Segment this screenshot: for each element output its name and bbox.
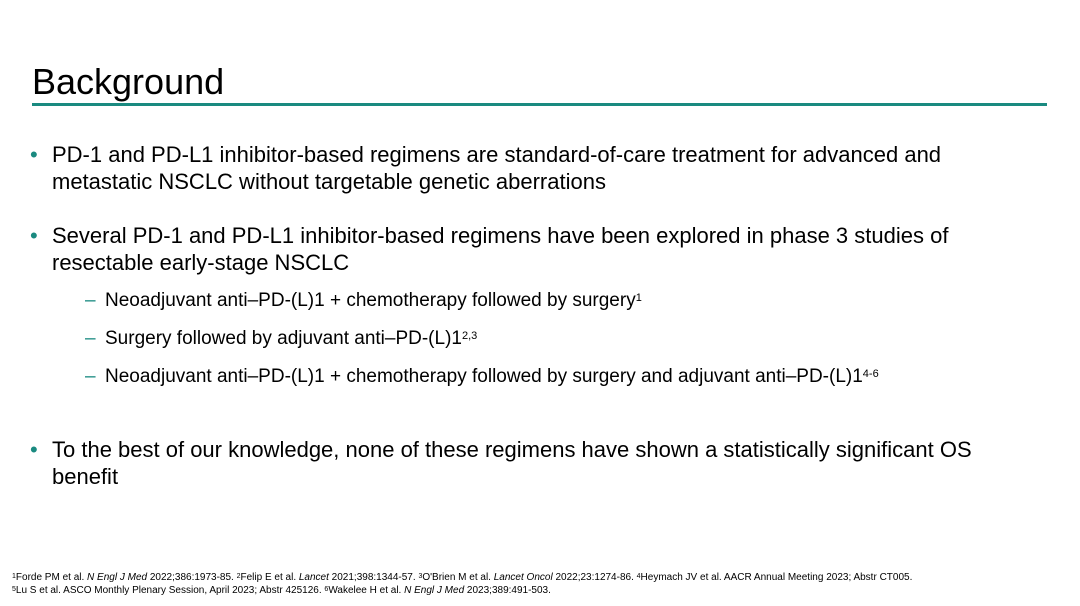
- citation-sup: 1: [635, 292, 642, 304]
- dash-icon: –: [85, 366, 96, 387]
- bullet-3: [30, 436, 1030, 490]
- dash-icon: –: [85, 290, 96, 311]
- sub-bullet-1: [85, 289, 1045, 313]
- footnote-ref: $^3$O'Brien M et al. Lancet Oncol 2022;23:1274-86.: [418, 572, 637, 583]
- sub-bullet-3: [85, 365, 1045, 389]
- bullet-dot-icon: •: [30, 142, 38, 167]
- sub-bullet-2: [85, 327, 1045, 351]
- bullet-dot-icon: •: [30, 223, 38, 248]
- bullet-text: PD-1 and PD-L1 inhibitor-based regimens are standard-of-care treatment for advanced and metastatic NSCLC without targetable genetic aberrations: [52, 142, 942, 194]
- footnote-ref: $^5$Lu S et al. ASCO Monthly Plenary Session, April 2023; Abstr 425126.: [12, 585, 325, 596]
- footnote-ref: $^6$Wakelee H et al. N Engl J Med 2023;389:491-503.: [324, 585, 551, 596]
- bullet-2: [30, 222, 1030, 276]
- citation-sup: 2,3: [461, 330, 478, 342]
- title-divider: [32, 103, 1047, 106]
- dash-icon: –: [85, 328, 96, 349]
- citation-sup: 4-6: [862, 368, 879, 380]
- sub-bullet-text: Neoadjuvant anti–PD-(L)1 + chemotherapy followed by surgery and adjuvant anti–PD-(L)1: [105, 366, 863, 387]
- bullet-text: Several PD-1 and PD-L1 inhibitor-based regimens have been explored in phase 3 studies of resectable early-stage NSCLC: [52, 223, 949, 275]
- footnotes: [12, 571, 1072, 597]
- footnote-ref: $^1$Forde PM et al. N Engl J Med 2022;386:1973-85.: [12, 572, 237, 583]
- footnote-ref: $^4$Heymach JV et al. AACR Annual Meeting 2023; Abstr CT005.: [636, 572, 913, 583]
- bullet-text: To the best of our knowledge, none of these regimens have shown a statistically significant OS benefit: [52, 437, 972, 489]
- footnote-line-2: [12, 584, 1072, 597]
- footnote-line-1: [12, 571, 1072, 584]
- bullet-1: [30, 141, 1030, 195]
- slide-title: Background: [32, 61, 225, 102]
- sub-bullet-text: Surgery followed by adjuvant anti–PD-(L)1: [105, 328, 462, 349]
- footnote-ref: $^2$Felip E et al. Lancet 2021;398:1344-57.: [236, 572, 419, 583]
- bullet-dot-icon: •: [30, 437, 38, 462]
- sub-bullet-text: Neoadjuvant anti–PD-(L)1 + chemotherapy followed by surgery: [105, 290, 636, 311]
